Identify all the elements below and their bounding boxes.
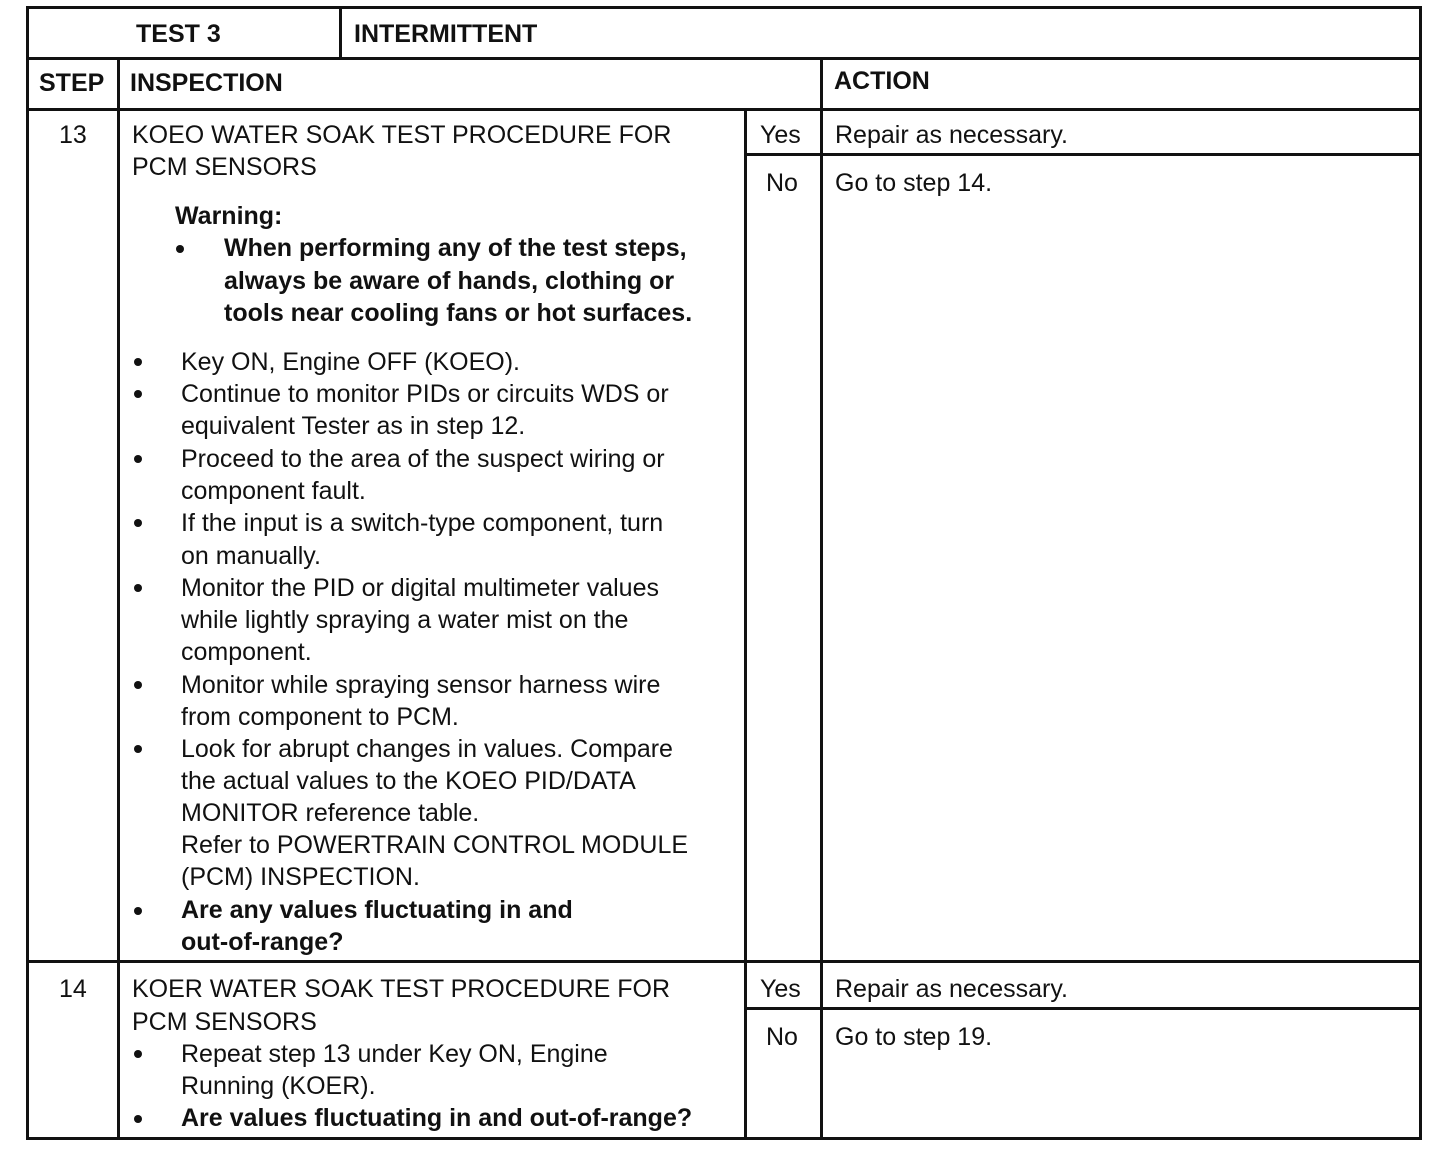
column-header-action: ACTION	[834, 67, 930, 95]
step-title: PCM SENSORS	[132, 153, 317, 181]
instruction-text: Monitor the PID or digital multimeter values	[181, 574, 659, 602]
instruction-text: Repeat step 13 under Key ON, Engine	[181, 1040, 608, 1068]
instruction-text: MONITOR reference table.	[181, 799, 480, 827]
instruction-text: Key ON, Engine OFF (KOEO).	[181, 348, 520, 376]
yes-action: Repair as necessary.	[835, 121, 1068, 149]
yes-label: Yes	[760, 975, 801, 1003]
question-text: Are values fluctuating in and out-of-range?	[181, 1104, 693, 1132]
step-title: PCM SENSORS	[132, 1008, 317, 1036]
warning-label: Warning:	[175, 202, 283, 230]
instruction-text: the actual values to the KOEO PID/DATA	[181, 767, 636, 795]
bullet-icon	[176, 245, 184, 253]
rule-step13-yes	[746, 153, 1419, 156]
step-title: KOEO WATER SOAK TEST PROCEDURE FOR	[132, 121, 672, 149]
bullet-icon	[134, 584, 142, 592]
question-text: Are any values fluctuating in and	[181, 896, 573, 924]
step-title: KOER WATER SOAK TEST PROCEDURE FOR	[132, 975, 671, 1003]
bullet-icon	[134, 907, 142, 915]
question-text: out-of-range?	[181, 928, 344, 956]
warning-text: When performing any of the test steps,	[224, 234, 687, 262]
bullet-icon	[134, 455, 142, 463]
test-title: INTERMITTENT	[354, 20, 538, 48]
instruction-text: If the input is a switch-type component, turn	[181, 509, 664, 537]
rule-between-steps	[29, 960, 1419, 963]
rule-action-col	[820, 58, 823, 1137]
instruction-text: on manually.	[181, 542, 321, 570]
rule-under-title	[29, 57, 1419, 60]
instruction-text: Look for abrupt changes in values. Compare	[181, 735, 673, 763]
column-header-step: STEP	[39, 69, 105, 97]
warning-text: tools near cooling fans or hot surfaces.	[224, 299, 693, 327]
no-action: Go to step 14.	[835, 169, 993, 197]
no-label: No	[766, 169, 798, 197]
rule-yesno-col	[744, 108, 747, 1137]
yes-action: Repair as necessary.	[835, 975, 1068, 1003]
test-procedure-table	[26, 6, 1422, 1140]
no-label: No	[766, 1023, 798, 1051]
instruction-text: from component to PCM.	[181, 703, 459, 731]
instruction-text: component fault.	[181, 477, 366, 505]
instruction-text: while lightly spraying a water mist on the	[181, 606, 629, 634]
no-action: Go to step 19.	[835, 1023, 993, 1051]
bullet-icon	[134, 358, 142, 366]
instruction-text: Refer to POWERTRAIN CONTROL MODULE	[181, 831, 689, 859]
instruction-text: Proceed to the area of the suspect wiring or	[181, 445, 665, 473]
instruction-text: Running (KOER).	[181, 1072, 376, 1100]
bullet-icon	[134, 390, 142, 398]
bullet-icon	[134, 745, 142, 753]
step-number: 14	[59, 975, 87, 1003]
instruction-text: component.	[181, 638, 312, 666]
bullet-icon	[134, 1115, 142, 1123]
step-number: 13	[59, 121, 87, 149]
warning-text: always be aware of hands, clothing or	[224, 267, 675, 295]
test-label: TEST 3	[136, 20, 221, 48]
rule-title-divider	[339, 9, 342, 58]
bullet-icon	[134, 1050, 142, 1058]
rule-under-header	[29, 108, 1419, 111]
instruction-text: (PCM) INSPECTION.	[181, 863, 420, 891]
instruction-text: Monitor while spraying sensor harness wire	[181, 671, 661, 699]
yes-label: Yes	[760, 121, 801, 149]
instruction-text: equivalent Tester as in step 12.	[181, 412, 526, 440]
rule-step-col	[117, 58, 120, 1137]
rule-step14-yes	[746, 1007, 1419, 1010]
bullet-icon	[134, 681, 142, 689]
instruction-text: Continue to monitor PIDs or circuits WDS or	[181, 380, 669, 408]
column-header-inspection: INSPECTION	[130, 69, 283, 97]
bullet-icon	[134, 519, 142, 527]
